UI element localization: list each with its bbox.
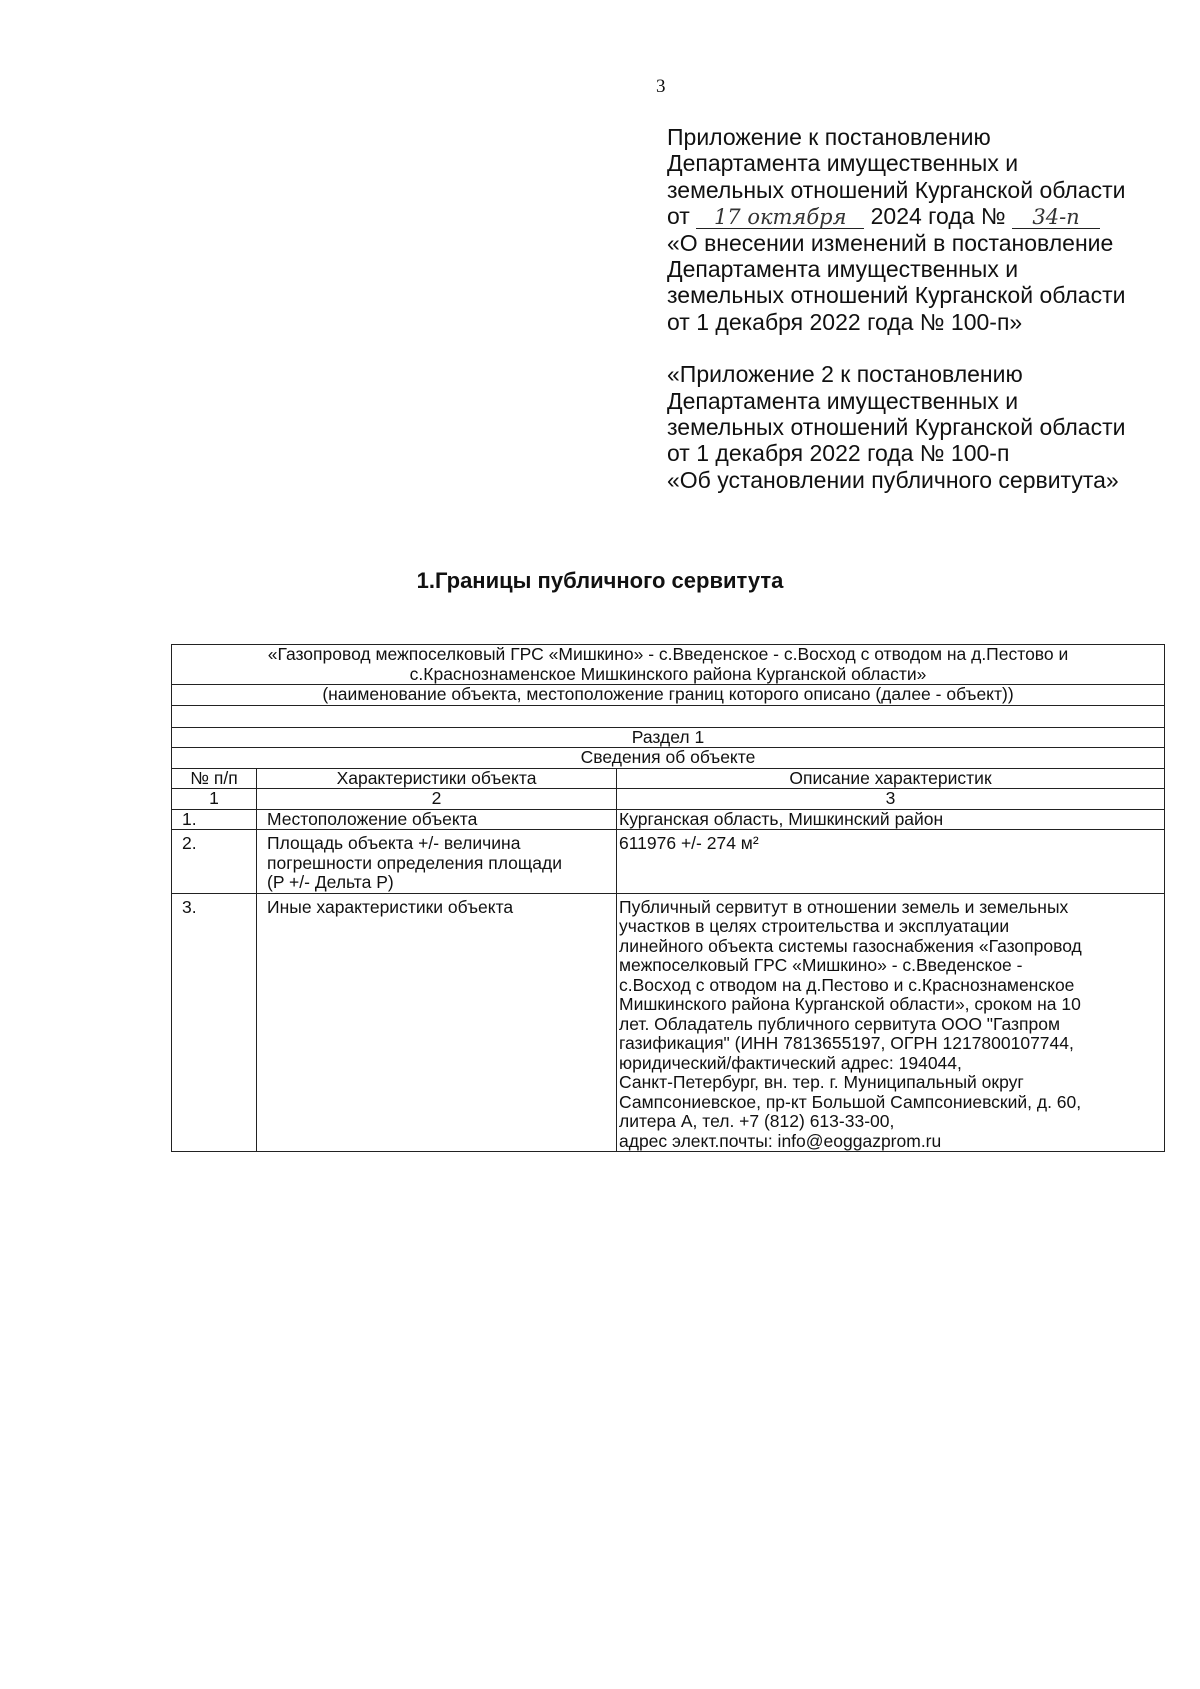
page-number: 3 xyxy=(656,76,666,97)
text-line: лет. Обладатель публичного сервитута ООО "Газпром xyxy=(619,1013,1061,1034)
text-line: линейного объекта системы газоснабжения «Газопровод xyxy=(619,935,1082,956)
appendix-line: от 1 декабря 2022 года № 100-п» xyxy=(667,308,1023,335)
handwritten-date: 17 октября xyxy=(696,206,864,229)
appendix-line: Департамента имущественных и xyxy=(667,150,1019,177)
row-num: 2. xyxy=(172,830,257,894)
text-line: погрешности определения площади xyxy=(267,852,563,873)
text-line: Публичный сервитут в отношении земель и земельных xyxy=(619,896,1069,917)
column-number: 3 xyxy=(617,789,1165,810)
appendix-line: Приложение к постановлению xyxy=(667,124,991,150)
row-num: 3. xyxy=(172,893,257,1152)
appendix-line: «Приложение 2 к постановлению xyxy=(667,361,1023,388)
date-mid: 2024 года № xyxy=(870,203,1006,230)
row-characteristic xyxy=(257,830,617,894)
appendix-line: земельных отношений Курганской области xyxy=(667,176,1126,203)
header-num: № п/п xyxy=(172,768,257,789)
header-characteristic: Характеристики объекта xyxy=(257,768,617,789)
section-title: 1.Границы публичного сервитута xyxy=(416,568,784,593)
text-line: участков в целях строительства и эксплуатации xyxy=(619,916,1010,936)
row-characteristic xyxy=(257,809,617,830)
table-row xyxy=(172,809,1165,830)
table-row xyxy=(172,830,1165,894)
handwritten-number: 34-п xyxy=(1012,206,1100,229)
appendix-line: «Об установлении публичного сервитута» xyxy=(667,466,1119,493)
row-num: 1. xyxy=(172,809,257,830)
appendix-line: Департамента имущественных и xyxy=(667,256,1019,283)
row-description xyxy=(617,809,1165,830)
text-line: литера А, тел. +7 (812) 613-33-00, xyxy=(619,1111,895,1131)
row-characteristic xyxy=(257,893,617,1152)
text-line: с.Восход с отводом на д.Пестово и с.Краснознаменское xyxy=(619,974,1075,995)
text-line: юридический/фактический адрес: 194044, xyxy=(619,1052,962,1073)
header-description: Описание характеристик xyxy=(617,768,1165,789)
appendix-line: земельных отношений Курганской области xyxy=(667,282,1126,309)
row-description xyxy=(617,830,1165,894)
text-line: Курганская область, Мишкинский район xyxy=(619,809,944,829)
column-number: 1 xyxy=(172,789,257,810)
text-line: Местоположение объекта xyxy=(267,809,478,829)
column-number: 2 xyxy=(257,789,617,810)
date-prefix: от xyxy=(667,203,690,230)
appendix-header xyxy=(667,124,1187,493)
object-caption: (наименование объекта, местоположение границ которого описано (далее - объект)) xyxy=(172,685,1165,706)
appendix-line: от 1 декабря 2022 года № 100-п xyxy=(667,440,1010,467)
text-line: Сампсониевское, пр-кт Большой Сампсониевский, д. 60, xyxy=(619,1091,1082,1112)
object-name-line: «Газопровод межпоселковый ГРС «Мишкино» - с.Введенское - с.Восход с отводом на д.Пестово и xyxy=(267,644,1069,664)
table-row xyxy=(172,893,1165,1152)
appendix-line: «О внесении изменений в постановление xyxy=(667,229,1114,256)
section-caption: Сведения об объекте xyxy=(172,748,1165,769)
object-name-cell xyxy=(172,645,1165,685)
row-description xyxy=(617,893,1165,1152)
section-label xyxy=(172,705,1165,727)
text-line: межпоселковый ГРС «Мишкино» - с.Введенское - xyxy=(619,955,1023,975)
text-line: газификация" (ИНН 7813655197, ОГРН 1217800107744, xyxy=(619,1033,1074,1053)
appendix-line: земельных отношений Курганской области xyxy=(667,414,1126,441)
text-line: 611976 +/- 274 м² xyxy=(619,833,759,853)
appendix-line: Департамента имущественных и xyxy=(667,387,1019,414)
section-number: Раздел 1 xyxy=(172,727,1165,748)
text-line: Санкт-Петербург, вн. тер. г. Муниципальный округ xyxy=(619,1072,1024,1092)
text-line: адрес элект.почты: info@eoggazprom.ru xyxy=(619,1130,942,1151)
text-line: Иные характеристики объекта xyxy=(267,896,514,917)
object-info-table xyxy=(171,644,1165,1152)
object-name-line: с.Краснознаменское Мишкинского района Курганской области» xyxy=(409,663,927,684)
text-line: Мишкинского района Курганской области», сроком на 10 xyxy=(619,994,1081,1014)
appendix-date-line xyxy=(667,203,1187,229)
text-line: (P +/- Дельта P) xyxy=(267,872,394,892)
text-line: Площадь объекта +/- величина xyxy=(267,833,521,853)
